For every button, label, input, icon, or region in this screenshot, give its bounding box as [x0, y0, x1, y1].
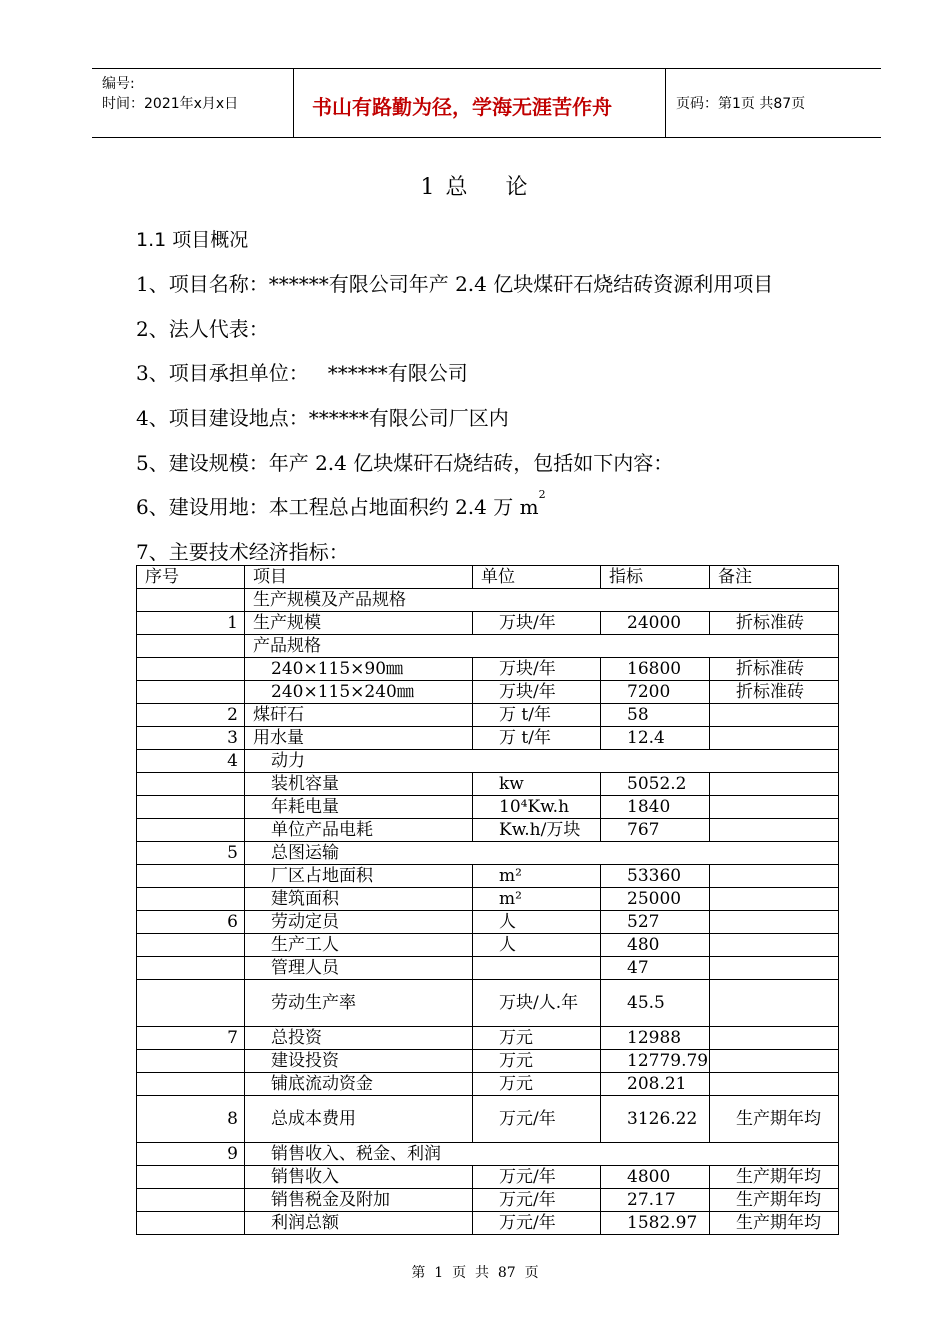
row-item: 单位产品电耗	[245, 819, 473, 842]
row-item: 利润总额	[245, 1212, 473, 1235]
row-number	[137, 980, 245, 1027]
item-3: 3、项目承担单位： ******有限公司	[136, 361, 468, 385]
row-number: 5	[137, 842, 245, 865]
row-value: 53360	[601, 865, 710, 888]
row-number	[137, 796, 245, 819]
indicator-table	[136, 565, 839, 1235]
row-number: 1	[137, 612, 245, 635]
row-item: 240×115×240㎜	[245, 681, 473, 704]
row-unit	[473, 957, 601, 980]
row-unit: 万块/年	[473, 612, 601, 635]
item-4: 4、项目建设地点：******有限公司厂区内	[136, 406, 509, 430]
table-row	[137, 911, 839, 934]
table-row	[137, 865, 839, 888]
table-row	[137, 1212, 839, 1235]
row-remark	[710, 796, 839, 819]
row-item: 装机容量	[245, 773, 473, 796]
row-value: 3126.22	[601, 1096, 710, 1143]
row-number	[137, 1189, 245, 1212]
row-value: 12988	[601, 1027, 710, 1050]
row-item: 总成本费用	[245, 1096, 473, 1143]
row-value: 7200	[601, 681, 710, 704]
row-value: 767	[601, 819, 710, 842]
row-item: 生产规模及产品规格	[245, 589, 839, 612]
number-label: 编号:	[102, 76, 135, 92]
row-value: 25000	[601, 888, 710, 911]
row-item: 总投资	[245, 1027, 473, 1050]
row-number	[137, 1050, 245, 1073]
header-no: 序号	[137, 566, 245, 589]
header-right-cell	[666, 69, 881, 137]
row-item: 建筑面积	[245, 888, 473, 911]
row-value: 24000	[601, 612, 710, 635]
row-unit: kw	[473, 773, 601, 796]
row-remark: 生产期年均	[710, 1096, 839, 1143]
table-row	[137, 1096, 839, 1143]
table-row	[137, 796, 839, 819]
row-remark	[710, 819, 839, 842]
row-number	[137, 865, 245, 888]
header-left-cell	[92, 69, 294, 137]
row-number: 2	[137, 704, 245, 727]
row-value: 1582.97	[601, 1212, 710, 1235]
row-unit: m²	[473, 888, 601, 911]
item-7: 7、主要技术经济指标：	[136, 540, 349, 564]
table-row	[137, 1073, 839, 1096]
header-unit: 单位	[473, 566, 601, 589]
row-item: 销售收入	[245, 1166, 473, 1189]
header-value: 指标	[601, 566, 710, 589]
row-number: 9	[137, 1143, 245, 1166]
row-item: 动力	[245, 750, 839, 773]
row-unit: 万元/年	[473, 1166, 601, 1189]
row-number: 4	[137, 750, 245, 773]
row-item: 管理人员	[245, 957, 473, 980]
row-item: 年耗电量	[245, 796, 473, 819]
table-row	[137, 589, 839, 612]
row-remark	[710, 1027, 839, 1050]
table-row	[137, 842, 839, 865]
table-row	[137, 819, 839, 842]
row-unit: 万元	[473, 1073, 601, 1096]
table-row	[137, 750, 839, 773]
row-value: 47	[601, 957, 710, 980]
row-number: 3	[137, 727, 245, 750]
row-item: 销售税金及附加	[245, 1189, 473, 1212]
motto: 书山有路勤为径，学海无涯苦作舟	[312, 95, 612, 119]
row-remark: 生产期年均	[710, 1189, 839, 1212]
row-unit: 10⁴Kw.h	[473, 796, 601, 819]
row-remark	[710, 888, 839, 911]
table-row	[137, 635, 839, 658]
row-number	[137, 1166, 245, 1189]
row-item: 生产工人	[245, 934, 473, 957]
row-value: 527	[601, 911, 710, 934]
row-number	[137, 635, 245, 658]
table-row	[137, 934, 839, 957]
page-info: 页码：第1页 共87页	[676, 96, 806, 112]
item-6	[136, 488, 546, 520]
row-item: 厂区占地面积	[245, 865, 473, 888]
row-value: 12.4	[601, 727, 710, 750]
row-unit: 万块/人.年	[473, 980, 601, 1027]
row-item: 生产规模	[245, 612, 473, 635]
row-remark	[710, 727, 839, 750]
row-number	[137, 773, 245, 796]
row-remark: 折标准砖	[710, 612, 839, 635]
item-2: 2、法人代表：	[136, 317, 269, 341]
row-unit: 万元/年	[473, 1096, 601, 1143]
row-item: 劳动生产率	[245, 980, 473, 1027]
row-remark: 生产期年均	[710, 1166, 839, 1189]
table-row	[137, 957, 839, 980]
row-item: 销售收入、税金、利润	[245, 1143, 839, 1166]
row-unit: Kw.h/万块	[473, 819, 601, 842]
row-unit: 人	[473, 911, 601, 934]
table-row	[137, 1166, 839, 1189]
row-remark	[710, 957, 839, 980]
row-remark	[710, 865, 839, 888]
header-item: 项目	[245, 566, 473, 589]
row-unit: 万元/年	[473, 1189, 601, 1212]
page-header	[92, 68, 881, 138]
row-unit: 万 t/年	[473, 727, 601, 750]
time-label: 时间：2021年x月x日	[102, 96, 239, 112]
table-row	[137, 888, 839, 911]
row-unit: 万元	[473, 1027, 601, 1050]
area-superscript: 2	[538, 488, 546, 501]
section-heading: 1.1 项目概况	[136, 229, 249, 251]
item-1: 1、项目名称：******有限公司年产 2.4 亿块煤矸石烧结砖资源利用项目	[136, 272, 774, 296]
row-value: 1840	[601, 796, 710, 819]
row-value: 4800	[601, 1166, 710, 1189]
row-value: 480	[601, 934, 710, 957]
row-value: 16800	[601, 658, 710, 681]
row-value: 5052.2	[601, 773, 710, 796]
row-unit: 人	[473, 934, 601, 957]
row-number	[137, 934, 245, 957]
row-unit: 万元/年	[473, 1212, 601, 1235]
row-number: 8	[137, 1096, 245, 1143]
header-center-cell	[294, 69, 666, 137]
row-item: 240×115×90㎜	[245, 658, 473, 681]
row-unit: 万元	[473, 1050, 601, 1073]
row-unit: 万块/年	[473, 658, 601, 681]
page-footer: 第 1 页 共 87 页	[411, 1265, 539, 1281]
row-remark	[710, 773, 839, 796]
row-number	[137, 589, 245, 612]
row-value: 27.17	[601, 1189, 710, 1212]
row-unit: m²	[473, 865, 601, 888]
row-number: 6	[137, 911, 245, 934]
row-item: 总图运输	[245, 842, 839, 865]
row-item: 产品规格	[245, 635, 839, 658]
table-row	[137, 681, 839, 704]
row-unit: 万块/年	[473, 681, 601, 704]
row-number: 7	[137, 1027, 245, 1050]
row-number	[137, 681, 245, 704]
table-row	[137, 658, 839, 681]
page-title: 1 总 论	[420, 175, 530, 200]
item-6-text: 6、建设用地：本工程总占地面积约 2.4 万 m	[136, 495, 539, 519]
row-remark	[710, 911, 839, 934]
row-item: 用水量	[245, 727, 473, 750]
table-header-row	[137, 566, 839, 589]
row-value: 45.5	[601, 980, 710, 1027]
row-number	[137, 888, 245, 911]
row-number	[137, 1212, 245, 1235]
row-item: 建设投资	[245, 1050, 473, 1073]
item-5: 5、建设规模：年产 2.4 亿块煤矸石烧结砖，包括如下内容：	[136, 451, 674, 475]
table-row	[137, 727, 839, 750]
row-item: 铺底流动资金	[245, 1073, 473, 1096]
table-row	[137, 773, 839, 796]
row-value: 208.21	[601, 1073, 710, 1096]
table-row	[137, 1050, 839, 1073]
row-remark	[710, 1050, 839, 1073]
table-row	[137, 980, 839, 1027]
row-remark	[710, 980, 839, 1027]
row-remark	[710, 1073, 839, 1096]
row-remark	[710, 704, 839, 727]
row-number	[137, 658, 245, 681]
row-item: 劳动定员	[245, 911, 473, 934]
table-row	[137, 612, 839, 635]
row-remark: 折标准砖	[710, 658, 839, 681]
row-remark	[710, 934, 839, 957]
row-remark: 生产期年均	[710, 1212, 839, 1235]
row-number	[137, 957, 245, 980]
row-value: 58	[601, 704, 710, 727]
row-value: 12779.79	[601, 1050, 710, 1073]
row-item: 煤矸石	[245, 704, 473, 727]
table-row	[137, 1143, 839, 1166]
header-remark: 备注	[710, 566, 839, 589]
table-row	[137, 1027, 839, 1050]
row-number	[137, 1073, 245, 1096]
row-unit: 万 t/年	[473, 704, 601, 727]
row-remark: 折标准砖	[710, 681, 839, 704]
table-row	[137, 1189, 839, 1212]
table-row	[137, 704, 839, 727]
row-number	[137, 819, 245, 842]
